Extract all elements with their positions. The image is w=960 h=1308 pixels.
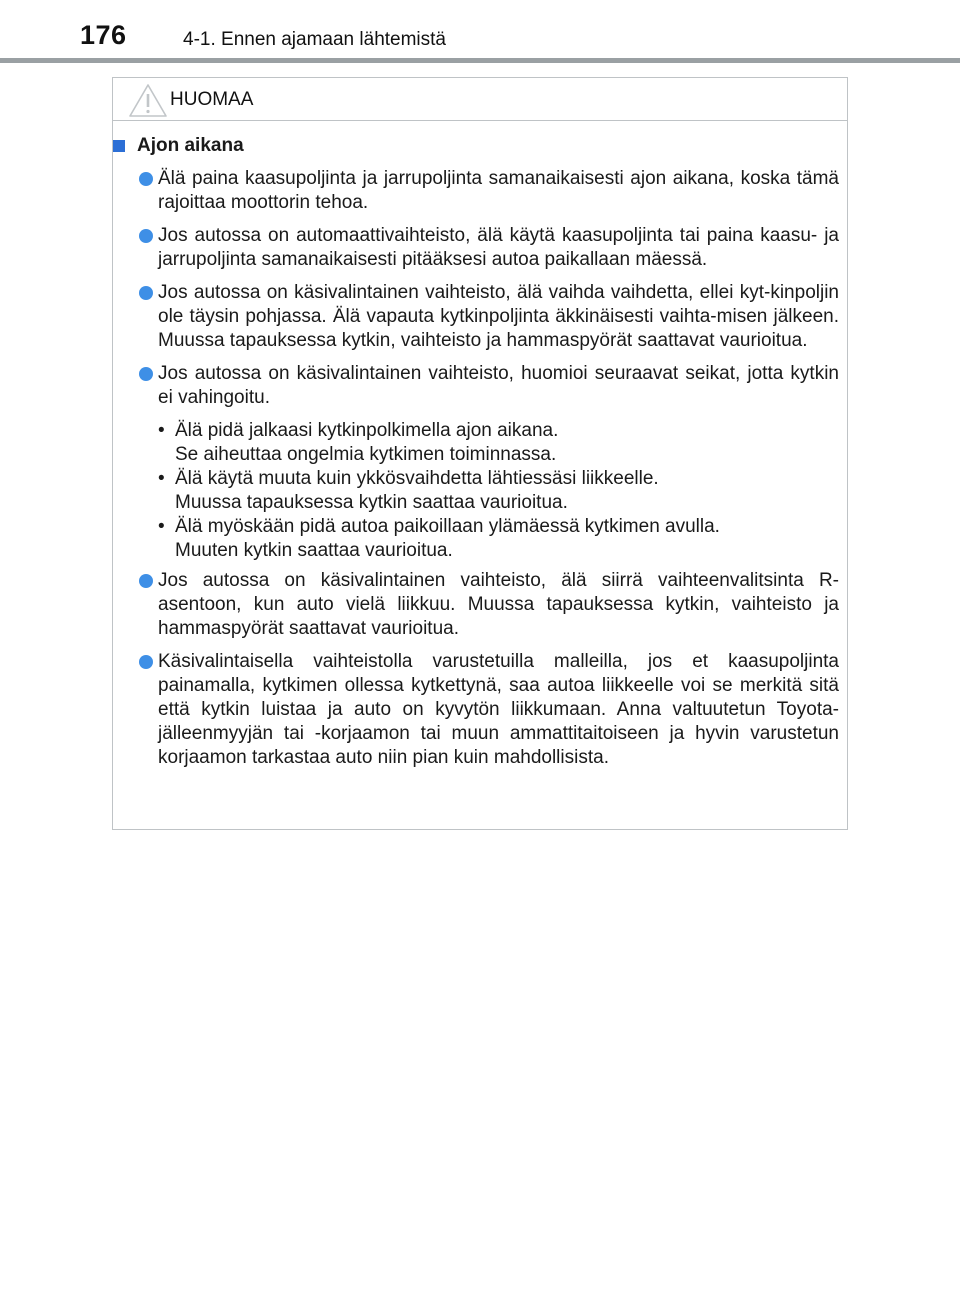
- paragraph-text: Käsivalintaisella vaihteistolla varustetuilla malleilla, jos et kaasupoljinta painamalla, kytkimen ollessa kytkettynä, saa autoa liikkeelle voi se merkitä sitä että kytkin luistaa ja auto on kyvytön liikkumaan. Anna valtuutetun Toyota-jälleenmyyjän tai -korjaamon tai muun ammattitaitoiseen ja hyvin varustetun korjaamon tarkastaa auto niin pian kuin mahdollisista.: [158, 651, 839, 768]
- section-title: 4-1. Ennen ajamaan lähtemistä: [183, 29, 446, 50]
- paragraph: [158, 650, 839, 770]
- sub-list-item: [158, 467, 839, 515]
- subheading-text: Ajon aikana: [137, 135, 244, 156]
- circle-bullet-icon: [139, 286, 153, 300]
- subheading: [113, 133, 847, 159]
- dot-bullet-icon: •: [158, 516, 165, 537]
- header-rule: [0, 58, 960, 63]
- paragraph: [158, 167, 839, 215]
- notice-header: [113, 78, 847, 121]
- sub-item-line: Älä pidä jalkaasi kytkinpolkimella ajon aikana.: [175, 420, 559, 441]
- circle-bullet-icon: [139, 172, 153, 186]
- notice-box: [112, 77, 848, 830]
- circle-bullet-icon: [139, 574, 153, 588]
- circle-bullet-icon: [139, 229, 153, 243]
- sub-item-line: Älä käytä muuta kuin ykkösvaihdetta lähtiessäsi liikkeelle.: [175, 468, 659, 489]
- square-bullet-icon: [113, 140, 125, 152]
- sub-item-line: Muuten kytkin saattaa vaurioitua.: [175, 540, 453, 561]
- paragraph-text: Jos autossa on automaattivaihteisto, älä käytä kaasupoljinta tai paina kaasu- ja jarrupoljinta samanaikaisesti pitääksesi autoa paikallaan mäessä.: [158, 225, 839, 270]
- paragraph: [158, 362, 839, 410]
- sub-list-item: [158, 515, 839, 563]
- sub-item-line: Muussa tapauksessa kytkin saattaa vaurioitua.: [175, 492, 568, 513]
- dot-bullet-icon: •: [158, 468, 165, 489]
- paragraph-text: Jos autossa on käsivalintainen vaihteisto, huomioi seuraavat seikat, jotta kytkin ei vahingoitu.: [158, 363, 839, 408]
- paragraph-text: Jos autossa on käsivalintainen vaihteisto, älä siirrä vaihteenvalitsinta R-asentoon, kun auto vielä liikkuu. Muussa tapauksessa kytkin, vaihteisto ja hammaspyörät saattavat vaurioitua.: [158, 570, 839, 639]
- page-number: 176: [80, 20, 127, 50]
- dot-bullet-icon: •: [158, 420, 165, 441]
- circle-bullet-icon: [139, 655, 153, 669]
- paragraph: [158, 224, 839, 272]
- warning-triangle-icon: [128, 83, 168, 118]
- notice-content: [113, 133, 847, 779]
- page-header: [0, 0, 960, 64]
- paragraph-text: Älä paina kaasupoljinta ja jarrupoljinta samanaikaisesti ajon aikana, koska tämä rajoittaa moottorin tehoa.: [158, 168, 839, 213]
- notice-label: HUOMAA: [170, 89, 254, 110]
- sub-list: [158, 419, 839, 563]
- sub-list-item: [158, 419, 839, 467]
- paragraph: [158, 281, 839, 353]
- sub-item-line: Älä myöskään pidä autoa paikoillaan ylämäessä kytkimen avulla.: [175, 516, 720, 537]
- paragraph-text: Jos autossa on käsivalintainen vaihteisto, älä vaihda vaihdetta, ellei kyt-kinpoljin ole täysin pohjassa. Älä vapauta kytkinpoljinta äkkinäisesti vaihta-misen jälkeen. Muussa tapauksessa kytkin, vaihteisto ja hammaspyörät saattavat vaurioitua.: [158, 282, 839, 351]
- paragraph: [158, 569, 839, 641]
- circle-bullet-icon: [139, 367, 153, 381]
- sub-item-line: Se aiheuttaa ongelmia kytkimen toiminnassa.: [175, 444, 557, 465]
